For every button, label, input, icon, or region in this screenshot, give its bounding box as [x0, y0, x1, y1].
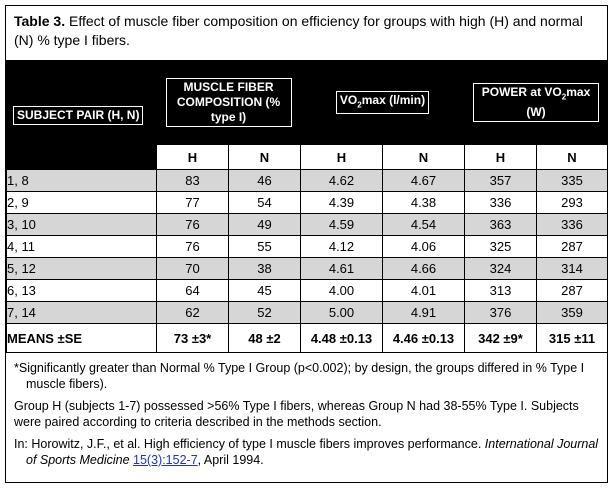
fiber-n-cell: 45: [229, 280, 301, 302]
fiber-n-cell: 54: [229, 192, 301, 214]
vo2-h-cell: 4.62: [301, 170, 383, 192]
fiber-h-cell: 64: [157, 280, 229, 302]
power-n-cell: 359: [537, 302, 608, 324]
vo2-n-cell: 4.06: [383, 236, 465, 258]
table-row: [7, 192, 608, 214]
means-vo2-h: 4.48 ±0.13: [301, 324, 383, 353]
fiber-n-cell: 55: [229, 236, 301, 258]
vo2-h-cell: 5.00: [301, 302, 383, 324]
table-row: [7, 170, 608, 192]
header-power-label: POWER at $VO_2\max$ (W): [473, 83, 599, 121]
header-muscle-fiber-label: MUSCLE FIBER COMPOSITION (% type I): [166, 78, 292, 127]
table-row: [7, 280, 608, 302]
fiber-n-cell: 38: [229, 258, 301, 280]
subject-pair-cell: 5, 12: [7, 258, 157, 280]
fiber-h-cell: 77: [157, 192, 229, 214]
subheader-vo2-h: H: [301, 145, 383, 170]
subject-pair-cell: 6, 13: [7, 280, 157, 302]
subject-pair-cell: 2, 9: [7, 192, 157, 214]
power-h-cell: 363: [465, 214, 537, 236]
table-caption: [14, 12, 602, 50]
fiber-n-cell: 49: [229, 214, 301, 236]
vo2-n-cell: 4.91: [383, 302, 465, 324]
power-n-cell: 314: [537, 258, 608, 280]
power-h-cell: 325: [465, 236, 537, 258]
subject-pair-cell: 3, 10: [7, 214, 157, 236]
header-subject-pair: [7, 61, 157, 170]
power-n-cell: 336: [537, 214, 608, 236]
citation-journal: International Journal of Sports Medicine: [26, 437, 599, 467]
power-h-cell: 357: [465, 170, 537, 192]
table-row: [7, 214, 608, 236]
table-row: [7, 236, 608, 258]
means-power-n: 315 ±11: [537, 324, 608, 353]
fiber-n-cell: 46: [229, 170, 301, 192]
power-n-cell: 335: [537, 170, 608, 192]
power-h-cell: 376: [465, 302, 537, 324]
citation-volume-link[interactable]: 15(3):152-7: [133, 453, 198, 467]
data-table: [6, 60, 608, 353]
vo2-h-cell: 4.39: [301, 192, 383, 214]
subject-pair-cell: 4, 11: [7, 236, 157, 258]
fiber-n-cell: 52: [229, 302, 301, 324]
table-row: [7, 302, 608, 324]
header-vo2max-label: $VO_2\max$ (l/min): [336, 91, 429, 114]
table-frame: [5, 5, 608, 483]
power-n-cell: 293: [537, 192, 608, 214]
means-fiber-h: 73 ±3*: [157, 324, 229, 353]
table-title: Effect of muscle fiber composition on efficiency for groups with high (H) and normal (N) % type I fibers.: [14, 13, 583, 48]
header-subject-pair-label: SUBJECT PAIR (H, N): [13, 106, 143, 125]
fiber-h-cell: 76: [157, 236, 229, 258]
subheader-fiber-h: H: [157, 145, 229, 170]
table-notes: [14, 360, 602, 474]
subject-pair-cell: 7, 14: [7, 302, 157, 324]
citation-date: , April 1994.: [197, 453, 264, 467]
citation-text: In: Horowitz, J.F., et al. High efficiency of type I muscle fibers improves performance.: [14, 437, 485, 451]
vo2-n-cell: 4.01: [383, 280, 465, 302]
vo2-h-cell: 4.59: [301, 214, 383, 236]
citation-note: [14, 436, 602, 468]
means-fiber-n: 48 ±2: [229, 324, 301, 353]
vo2-h-cell: 4.12: [301, 236, 383, 258]
vo2-n-cell: 4.67: [383, 170, 465, 192]
subheader-vo2-n: N: [383, 145, 465, 170]
fiber-h-cell: 70: [157, 258, 229, 280]
power-n-cell: 287: [537, 280, 608, 302]
power-h-cell: 313: [465, 280, 537, 302]
header-power: [465, 61, 608, 145]
table-row: [7, 258, 608, 280]
fiber-h-cell: 62: [157, 302, 229, 324]
header-muscle-fiber: [157, 61, 301, 145]
power-h-cell: 336: [465, 192, 537, 214]
means-label: MEANS ±SE: [7, 324, 157, 353]
power-n-cell: 287: [537, 236, 608, 258]
header-vo2max: [301, 61, 465, 145]
subheader-power-h: H: [465, 145, 537, 170]
fiber-h-cell: 76: [157, 214, 229, 236]
subheader-power-n: N: [537, 145, 608, 170]
vo2-h-cell: 4.61: [301, 258, 383, 280]
groups-note: Group H (subjects 1-7) possessed >56% Type I fibers, whereas Group N had 38-55% Type I. Subjects were paired according to criteria described in the methods section.: [14, 399, 579, 429]
vo2-n-cell: 4.54: [383, 214, 465, 236]
means-power-h: 342 ±9*: [465, 324, 537, 353]
vo2-h-cell: 4.00: [301, 280, 383, 302]
power-h-cell: 324: [465, 258, 537, 280]
fiber-h-cell: 83: [157, 170, 229, 192]
subheader-fiber-n: N: [229, 145, 301, 170]
vo2-n-cell: 4.66: [383, 258, 465, 280]
vo2-n-cell: 4.38: [383, 192, 465, 214]
subject-pair-cell: 1, 8: [7, 170, 157, 192]
significance-note: *Significantly greater than Normal % Type I Group (p<0.002); by design, the groups differed in % Type I muscle fibers).: [14, 361, 585, 391]
means-row: [7, 324, 608, 353]
means-vo2-n: 4.46 ±0.13: [383, 324, 465, 353]
table-label: Table 3.: [14, 13, 66, 29]
